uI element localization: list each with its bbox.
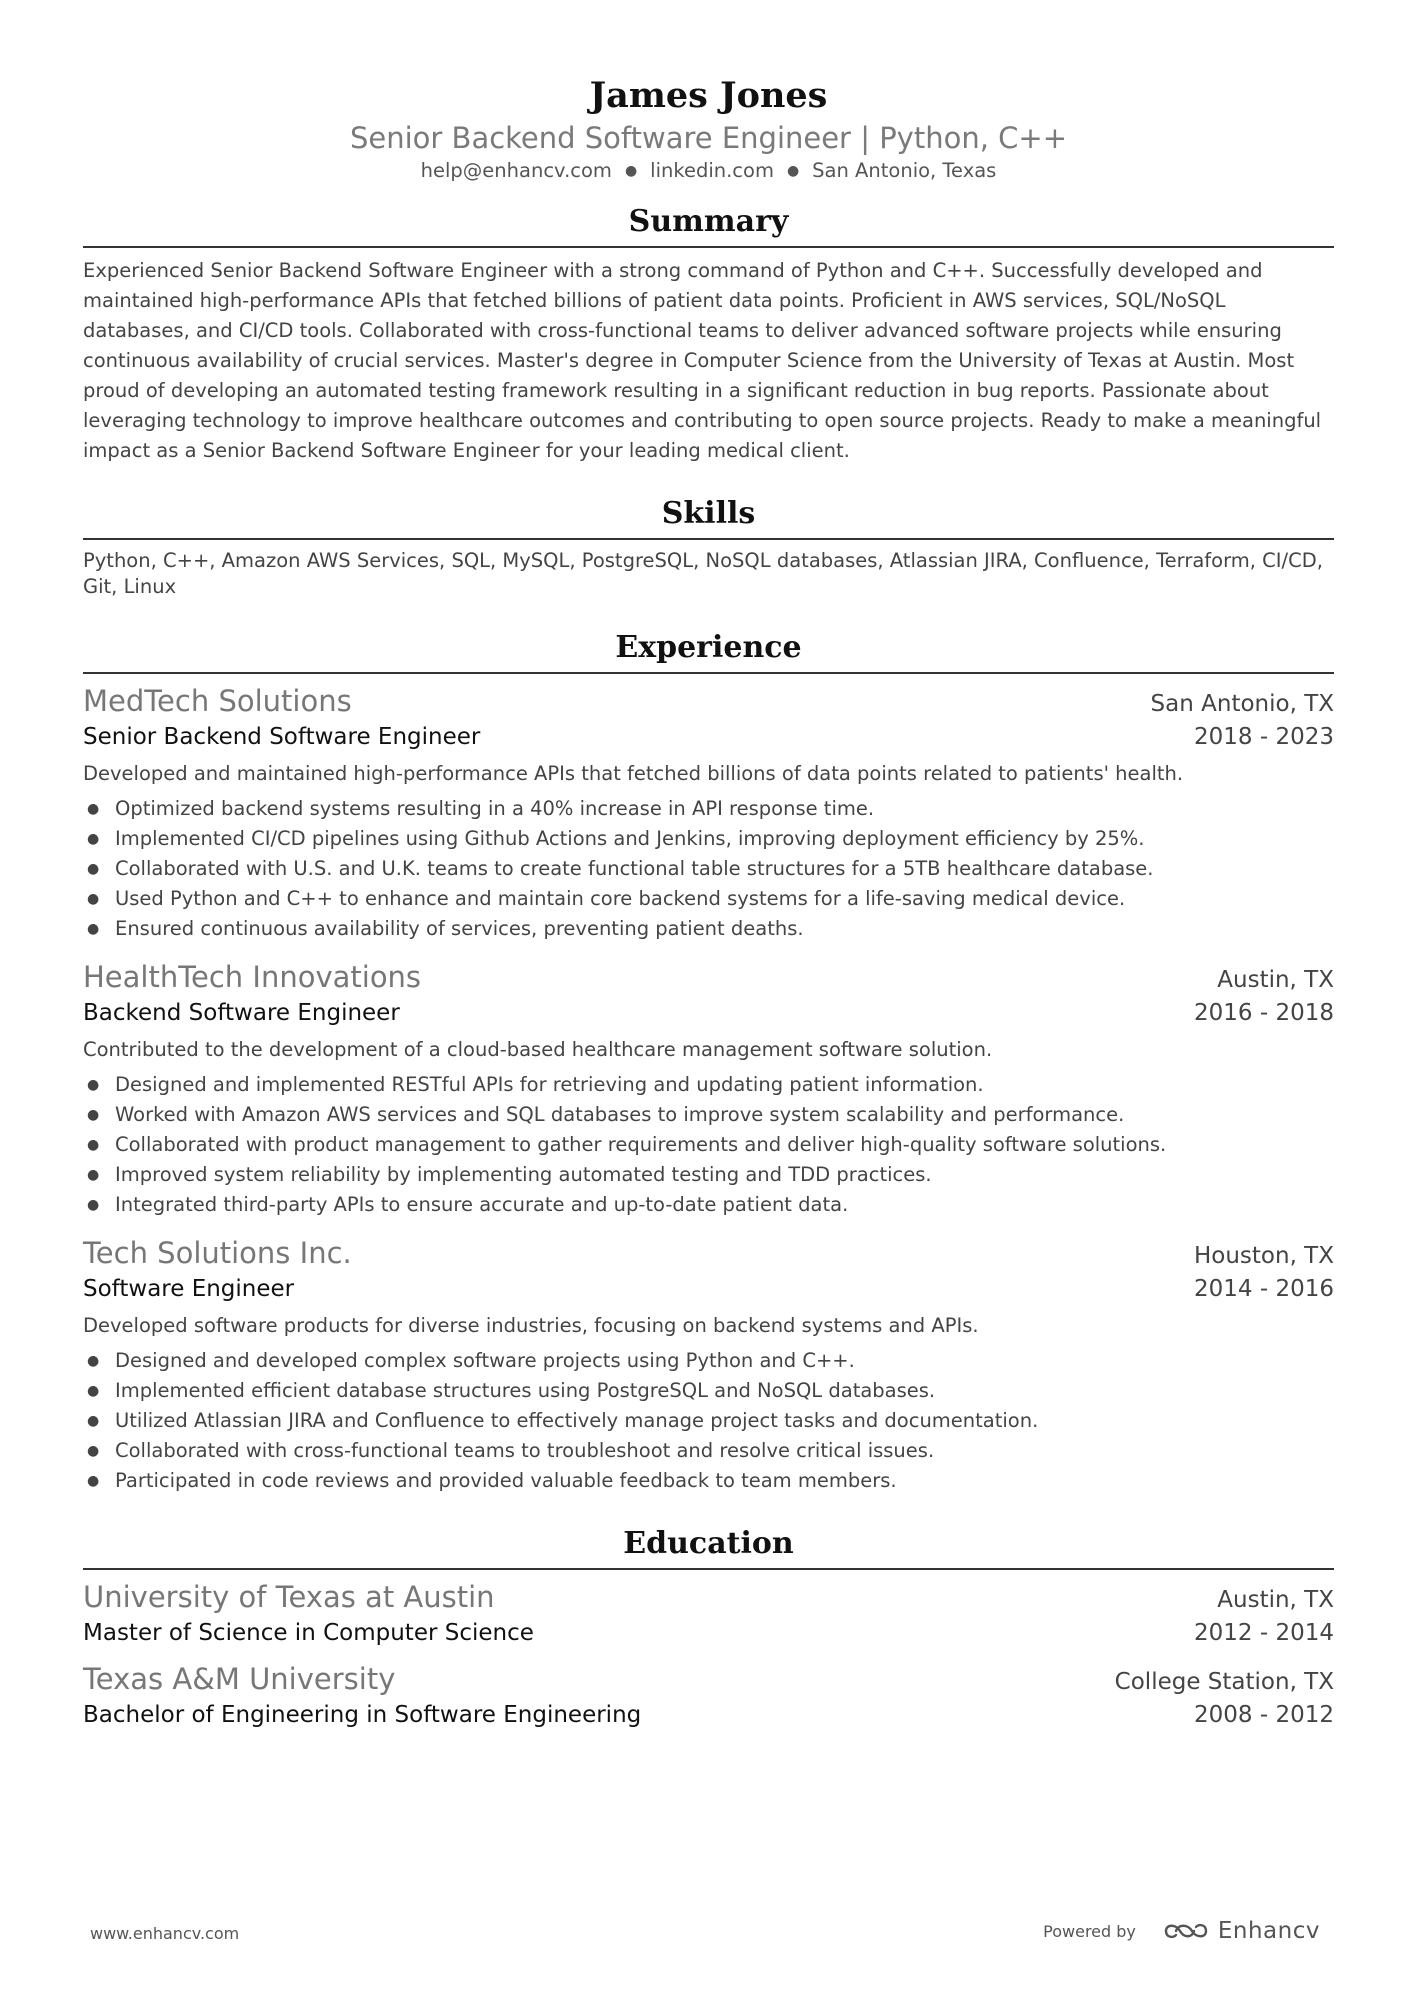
job-role: Backend Software Engineer [83,1000,400,1026]
bullet-icon: ● [87,1443,100,1459]
enhancv-brand-name: Enhancv [1217,1918,1320,1944]
job-location: Austin, TX [1217,967,1334,993]
list-item: ● Designed and developed complex software projects using Python and C++. [83,1346,1334,1376]
job-description: Developed and maintained high-performance APIs that fetched billions of data points related to patients' health. [83,762,1184,785]
contact-email[interactable]: help@enhancv.com [420,159,612,182]
job-description: Developed software products for diverse industries, focusing on backend systems and APIs. [83,1314,979,1337]
experience-entry [83,958,1334,1220]
list-item: ● Implemented CI/CD pipelines using Github Actions and Jenkins, improving deployment efficiency by 25%. [83,824,1334,854]
summary-text: Experienced Senior Backend Software Engineer with a strong command of Python and C++. Successfully developed and maintained high-performance APIs that fetched billions of patient data points. Proficient in AWS services, SQL/NoSQL databases, and CI/CD tools. Collaborated with cross-functional teams to deliver advanced software projects while ensuring continuous availability of crucial services. Master's degree in Computer Science from the University of Texas at Austin. Most proud of developing an automated testing framework resulting in a significant reduction in bug reports. Passionate about leveraging technology to improve healthcare outcomes and contributing to open source projects. Ready to make a meaningful impact as a Senior Backend Software Engineer for your leading medical client. [83,259,1322,462]
footer-website-link[interactable]: www.enhancv.com [90,1924,240,1943]
list-item: ● Ensured continuous availability of services, preventing patient deaths. [83,914,1334,944]
bullet-icon: ● [87,1383,100,1399]
contact-line [83,158,1334,184]
job-location: San Antonio, TX [1150,691,1334,717]
separator-dot: ● [786,163,800,179]
list-item: ● Participated in code reviews and provided valuable feedback to team members. [83,1466,1334,1496]
enhancv-logo-icon [1162,1919,1210,1943]
powered-by-badge[interactable] [1043,1918,1320,1944]
bullet-icon: ● [87,801,100,817]
degree-name: Master of Science in Computer Science [83,1620,534,1646]
list-item: ● Utilized Atlassian JIRA and Confluence to effectively manage project tasks and documentation. [83,1406,1334,1436]
bullet-icon: ● [87,1077,100,1093]
education-dates: 2008 - 2012 [1194,1702,1334,1728]
experience-entry [83,1234,1334,1496]
list-item: ● Implemented efficient database structures using PostgreSQL and NoSQL databases. [83,1376,1334,1406]
school-name: Texas A&M University [83,1662,396,1696]
company-name: MedTech Solutions [83,684,352,718]
job-location: Houston, TX [1193,1243,1334,1269]
company-name: HealthTech Innovations [83,960,422,994]
list-item: ● Collaborated with cross-functional teams to troubleshoot and resolve critical issues. [83,1436,1334,1466]
list-item: ● Improved system reliability by implementing automated testing and TDD practices. [83,1160,1334,1190]
contact-location: San Antonio, Texas [812,159,997,182]
bullet-icon: ● [87,1107,100,1123]
candidate-title: Senior Backend Software Engineer | Python, C++ [349,121,1067,155]
bullet-icon: ● [87,1197,100,1213]
education-entry [83,1578,1334,1650]
education-heading: Education [83,1526,1334,1570]
education-entry [83,1660,1334,1732]
job-dates: 2016 - 2018 [1194,1000,1334,1026]
education-dates: 2012 - 2014 [1194,1620,1334,1646]
list-item: ● Collaborated with product management to gather requirements and deliver high-quality software solutions. [83,1130,1334,1160]
resume-page [83,0,1334,1732]
list-item: ● Optimized backend systems resulting in a 40% increase in API response time. [83,794,1334,824]
list-item: ● Integrated third-party APIs to ensure accurate and up-to-date patient data. [83,1190,1334,1220]
list-item: ● Designed and implemented RESTful APIs for retrieving and updating patient information. [83,1070,1334,1100]
bullet-icon: ● [87,1167,100,1183]
experience-heading: Experience [83,630,1334,674]
bullet-icon: ● [87,1413,100,1429]
job-description: Contributed to the development of a cloud-based healthcare management software solution. [83,1038,993,1061]
list-item: ● Worked with Amazon AWS services and SQL databases to improve system scalability and performance. [83,1100,1334,1130]
bullet-icon: ● [87,921,100,937]
job-dates: 2018 - 2023 [1194,724,1334,750]
summary-heading: Summary [83,204,1334,248]
school-name: University of Texas at Austin [83,1580,495,1614]
page-footer [90,1914,1320,1954]
separator-dot: ● [624,163,638,179]
skills-text: Python, C++, Amazon AWS Services, SQL, MySQL, PostgreSQL, NoSQL databases, Atlassian JIRA, Confluence, Terraform, CI/CD, Git, Linux [83,549,1323,598]
company-name: Tech Solutions Inc. [83,1236,352,1270]
bullet-icon: ● [87,1473,100,1489]
bullet-icon: ● [87,831,100,847]
job-bullets [83,794,1334,944]
bullet-icon: ● [87,861,100,877]
job-bullets [83,1070,1334,1220]
list-item: ● Collaborated with U.S. and U.K. teams to create functional table structures for a 5TB healthcare database. [83,854,1334,884]
bullet-icon: ● [87,1137,100,1153]
job-role: Senior Backend Software Engineer [83,724,481,750]
list-item: ● Used Python and C++ to enhance and maintain core backend systems for a life-saving medical device. [83,884,1334,914]
job-role: Software Engineer [83,1276,295,1302]
bullet-icon: ● [87,1353,100,1369]
job-dates: 2014 - 2016 [1194,1276,1334,1302]
skills-heading: Skills [83,496,1334,540]
bullet-icon: ● [87,891,100,907]
resume-header [83,0,1334,184]
contact-linkedin[interactable]: linkedin.com [650,159,774,182]
job-bullets [83,1346,1334,1496]
school-location: College Station, TX [1114,1669,1334,1695]
degree-name: Bachelor of Engineering in Software Engineering [83,1702,642,1728]
school-location: Austin, TX [1217,1587,1334,1613]
candidate-name: James Jones [589,75,828,116]
experience-entry [83,682,1334,944]
powered-by-label: Powered by [1043,1921,1136,1941]
